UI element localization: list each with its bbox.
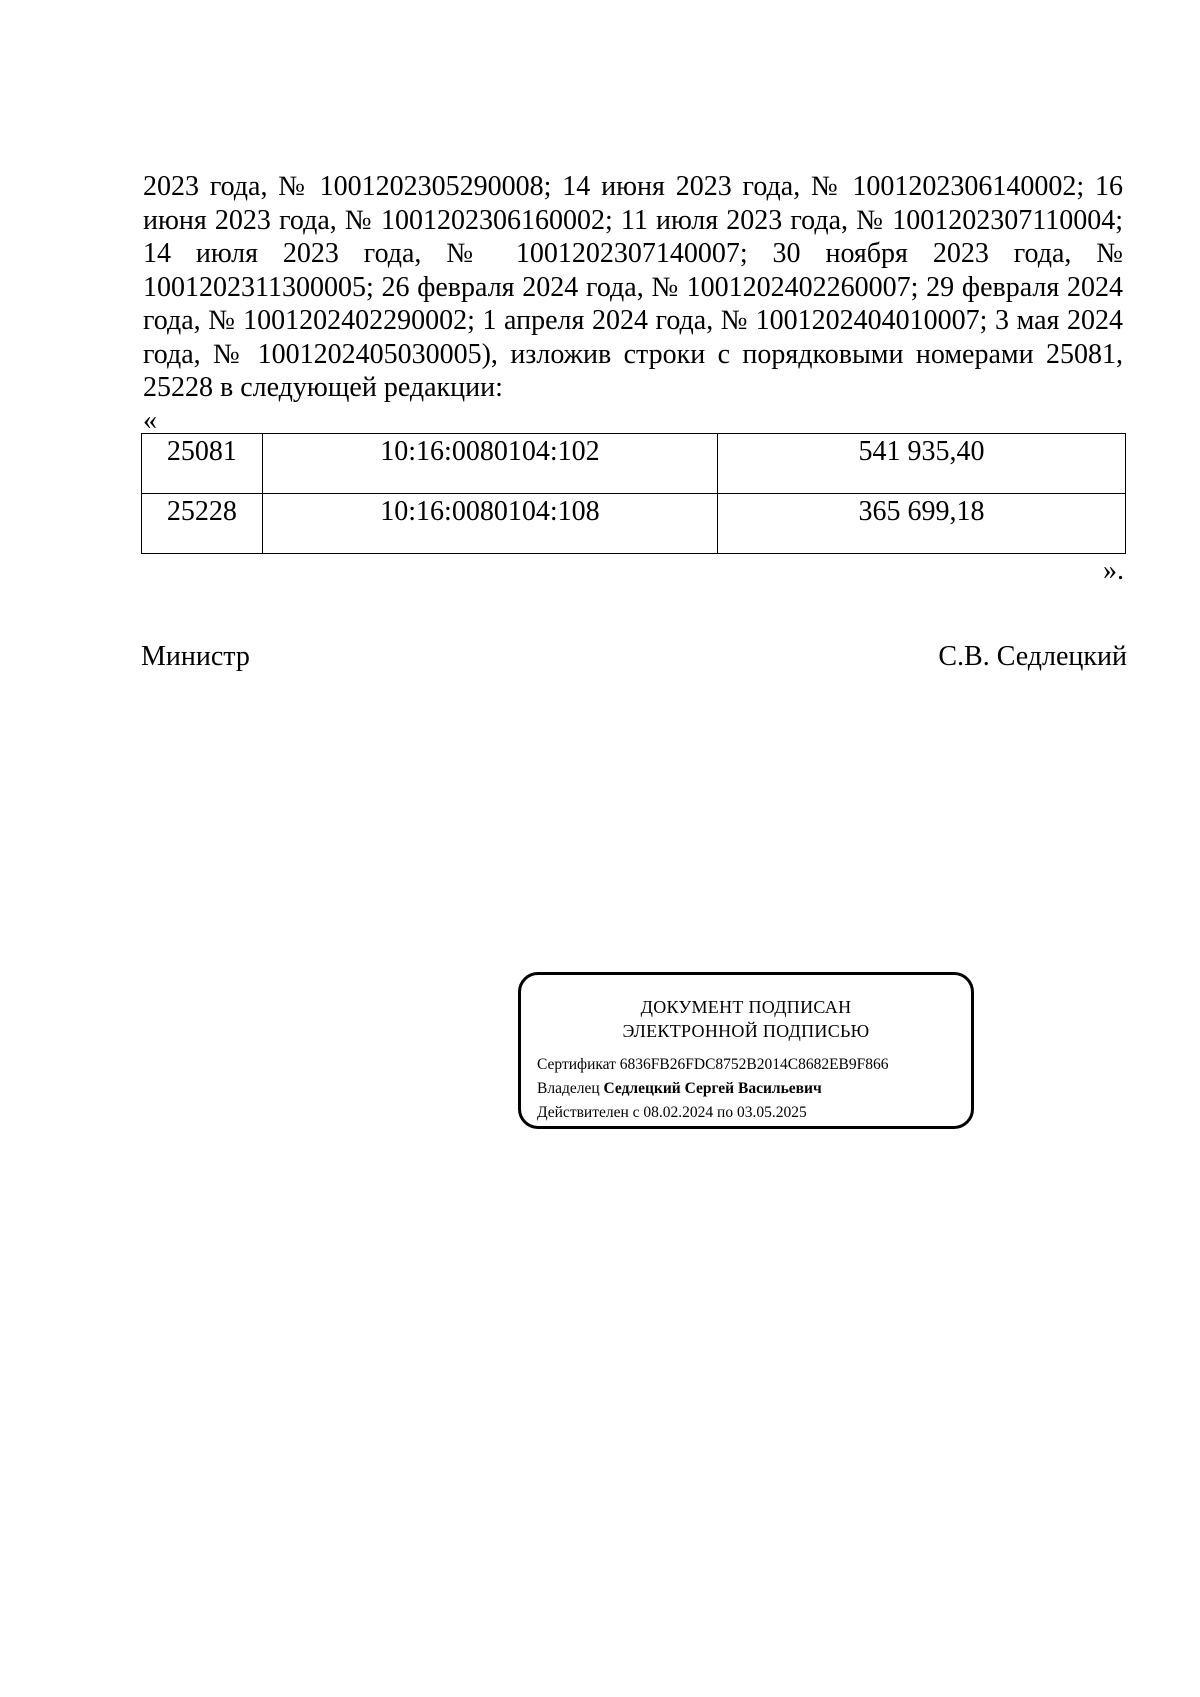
valid-from-date: 08.02.2024 [643, 1104, 714, 1121]
body-line: 25228 в следующей редакции: [143, 372, 503, 403]
body-paragraph [143, 170, 1123, 405]
body-line: года, № 1001202402290002; 1 апреля 2024 года, № 1001202404010007; 3 мая 2024 [143, 305, 1123, 336]
owner-value: Седлецкий Сергей Васильевич [603, 1080, 822, 1097]
stamp-owner-row [537, 1077, 889, 1101]
certificate-label: Сертификат [537, 1056, 616, 1073]
stamp-details [537, 1053, 889, 1125]
body-line: июня 2023 года, № 1001202306160002; 11 июля 2023 года, № 1001202307110004; [143, 204, 1123, 236]
body-line: 14 июля 2023 года, № 1001202307140007; 30 ноября 2023 года, № [143, 238, 1123, 269]
amendment-table [141, 433, 1126, 554]
stamp-certificate-row [537, 1053, 889, 1077]
stamp-header-line: ДОКУМЕНТ ПОДПИСАН [640, 997, 852, 1017]
stamp-header [521, 995, 971, 1043]
signatory-name: С.В. Седлецкий [938, 641, 1127, 672]
table-row [142, 494, 1126, 554]
cadastral-value-cell: 541 935,40 [718, 434, 1126, 494]
body-line: 2023 года, № 1001202305290008; 14 июня 2023 года, № 1001202306140002; 16 [143, 171, 1123, 202]
electronic-signature-stamp [518, 972, 974, 1129]
body-line: 1001202311300005; 26 февраля 2024 года, № 1001202402260007; 29 февраля 2024 [143, 271, 1123, 303]
row-number-cell: 25228 [142, 494, 263, 554]
valid-to-date: 03.05.2025 [736, 1104, 807, 1121]
valid-label: Действителен с [537, 1104, 640, 1121]
certificate-value: 6836FB26FDC8752B2014C8682EB9F866 [619, 1056, 889, 1073]
cadastral-value-cell: 365 699,18 [718, 494, 1126, 554]
closing-quote-mark: ». [1103, 555, 1124, 586]
stamp-header-line: ЭЛЕКТРОННОЙ ПОДПИСЬЮ [622, 1021, 870, 1041]
stamp-validity-row [537, 1101, 889, 1125]
body-line: года, № 1001202405030005), изложив строки с порядковыми номерами 25081, [143, 338, 1123, 370]
signatory-title: Министр [141, 641, 250, 672]
opening-quote-mark: « [143, 405, 157, 436]
table-row [142, 434, 1126, 494]
cadastral-number-cell: 10:16:0080104:102 [262, 434, 717, 494]
valid-to-label: по [717, 1104, 734, 1121]
owner-label: Владелец [537, 1080, 600, 1097]
cadastral-number-cell: 10:16:0080104:108 [262, 494, 717, 554]
row-number-cell: 25081 [142, 434, 263, 494]
